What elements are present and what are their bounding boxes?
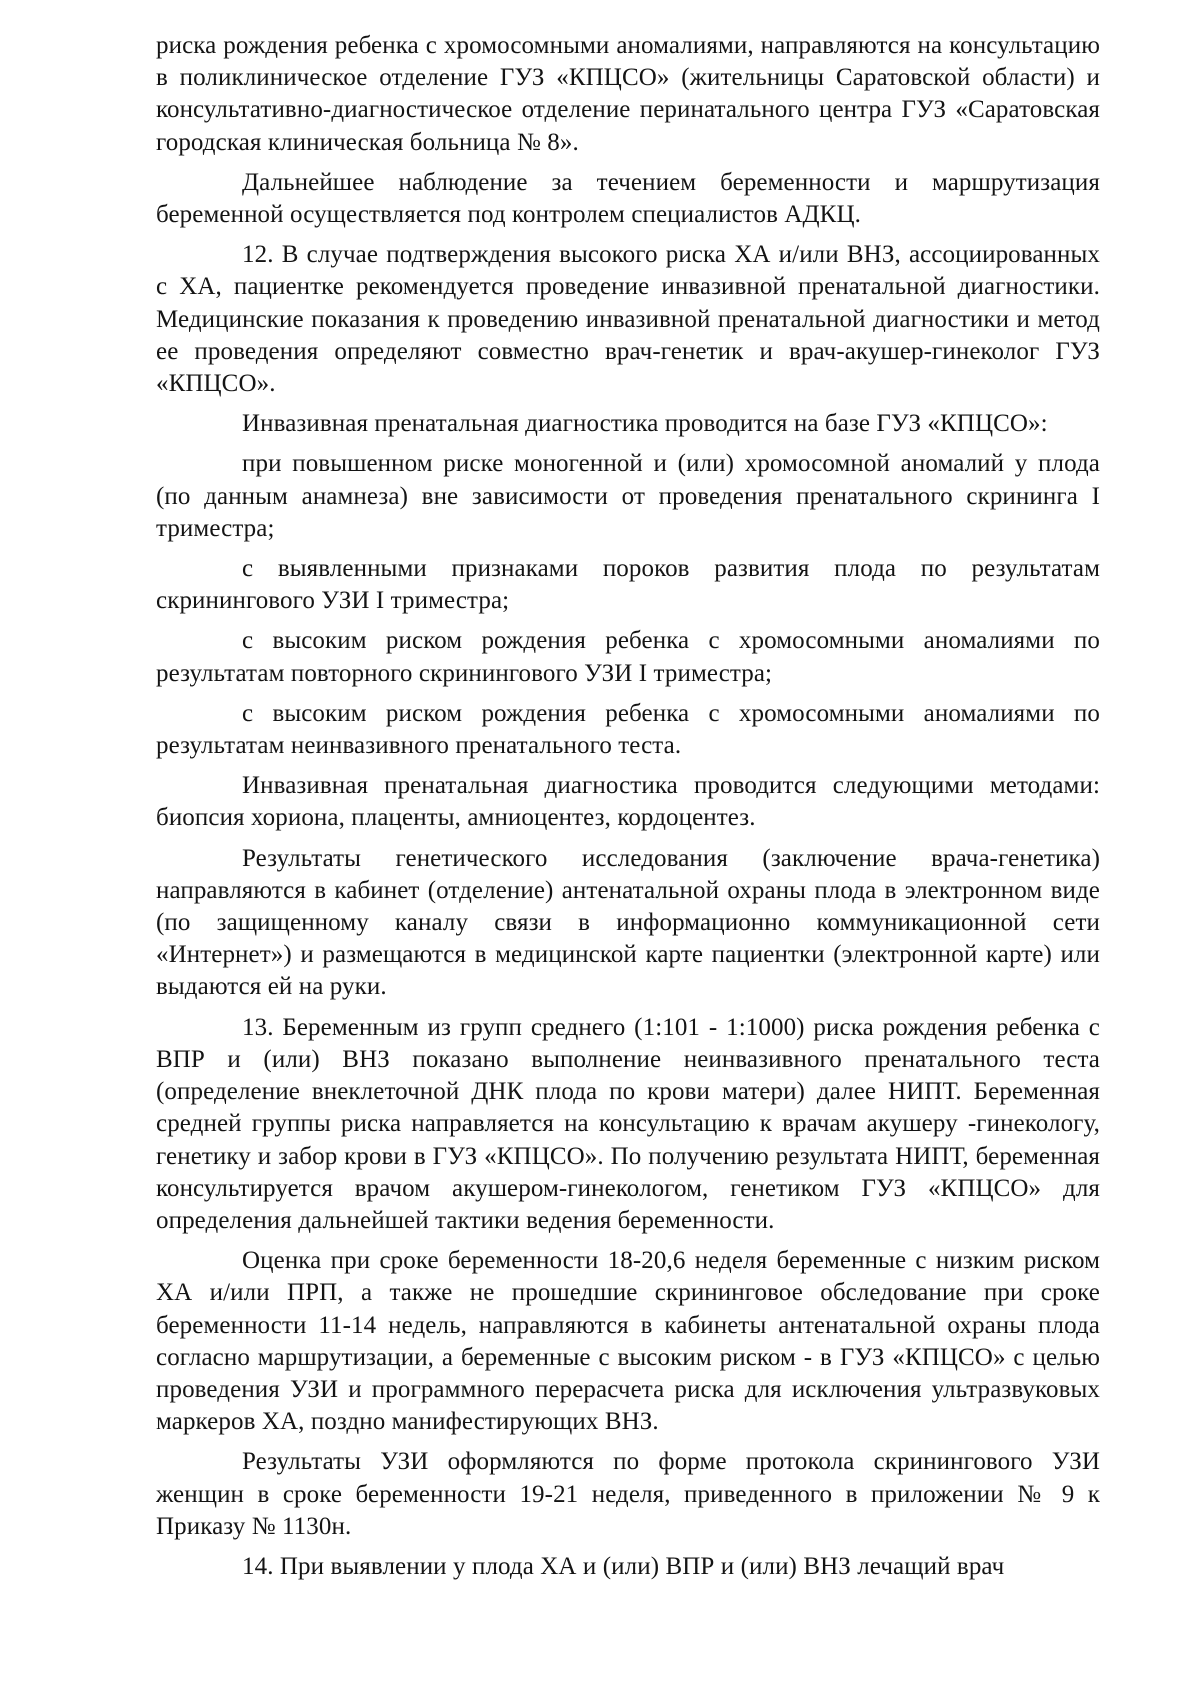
paragraph-14: 14. При выявлении у плода ХА и (или) ВПР и (или) ВНЗ лечащий врач xyxy=(242,1552,1005,1580)
paragraph-7: с высоким риском рождения ребенка с хромосомными аномалиями по результатам повторного скринингового УЗИ I триместра; xyxy=(156,627,1100,687)
paragraph-4: Инвазивная пренатальная диагностика проводится на базе ГУЗ «КПЦСО»: xyxy=(242,410,1048,438)
paragraph-9: Инвазивная пренатальная диагностика проводится следующими методами: биопсия хориона, плаценты, амниоцентез, кордоцентез. xyxy=(156,772,1100,832)
paragraph-8: с высоким риском рождения ребенка с хромосомными аномалиями по результатам неинвазивного пренатального теста. xyxy=(156,699,1100,760)
paragraph-13: Результаты УЗИ оформляются по форме протокола скринингового УЗИ женщин в сроке беременности 19-21 неделя, приведенного в приложении № 9 к Приказу № 1130н. xyxy=(156,1448,1100,1540)
paragraph-2: Дальнейшее наблюдение за течением беременности и маршрутизация беременной осуществляется под контролем специалистов АДКЦ. xyxy=(156,168,1100,229)
paragraph-6: с выявленными признаками пороков развития плода по результатам скринингового УЗИ I триместра; xyxy=(156,555,1100,615)
paragraph-11: 13. Беременным из групп среднего (1:101 - 1:1000) риска рождения ребенка с ВПР и (или) ВНЗ показано выполнение неинвазивного пренатального теста (определение внеклеточной ДНК плода по крови матери) далее НИПТ. Беременная средней группы риска направляется на консультацию к врачам акушеру -гинекологу, генетику и забор крови в ГУЗ «КПЦСО». По получению результата НИПТ, беременная консультируется врачом акушером-гинекологом, генетиком ГУЗ «КПЦСО» для определения дальнейшей тактики ведения беременности. xyxy=(156,1013,1100,1234)
paragraph-1: риска рождения ребенка с хромосомными аномалиями, направляются на консультацию в поликлиническое отделение ГУЗ «КПЦСО» (жительницы Саратовской области) и консультативно-диагностическое отделение перинатального центра ГУЗ «Саратовская городская клиническая больница № 8». xyxy=(156,32,1100,156)
paragraph-12: Оценка при сроке беременности 18-20,6 неделя беременные с низким риском ХА и/или ПРП, а также не прошедшие скрининговое обследование при сроке беременности 11-14 недель, направляются в кабинеты антенатальной охраны плода согласно маршрутизации, а беременные с высоким риском - в ГУЗ «КПЦСО» с целью проведения УЗИ и программного перерасчета риска для исключения ультразвуковых маркеров ХА, поздно манифестирующих ВНЗ. xyxy=(156,1247,1100,1436)
paragraph-5: при повышенном риске моногенной и (или) хромосомной аномалий у плода (по данным анамнеза) вне зависимости от проведения пренатального скрининга I триместра; xyxy=(156,450,1100,542)
paragraph-10: Результаты генетического исследования (заключение врача-генетика) направляются в кабинет (отделение) антенатальной охраны плода в электронном виде (по защищенному каналу связи в информационно коммуникационной сети «Интернет») и размещаются в медицинской карте пациентки (электронной карте) или выдаются ей на руки. xyxy=(156,844,1100,1001)
paragraph-3: 12. В случае подтверждения высокого риска ХА и/или ВНЗ, ассоциированных с ХА, пациентке рекомендуется проведение инвазивной пренатальной диагностики. Медицинские показания к проведению инвазивной пренатальной диагностики и метод ее проведения определяют совместно врач-генетик и врач-акушер-гинеколог ГУЗ «КПЦСО». xyxy=(156,241,1100,398)
